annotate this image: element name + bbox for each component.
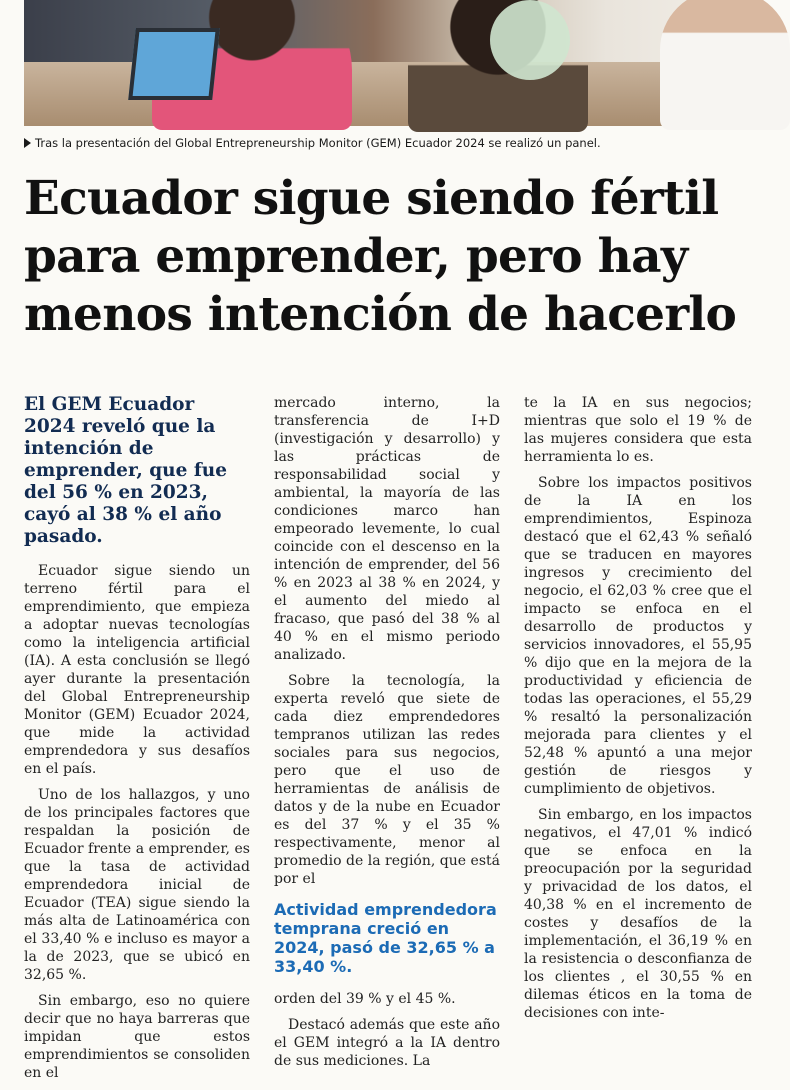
paragraph: orden del 39 % y el 45 %. xyxy=(274,991,456,1007)
person-figure xyxy=(660,0,790,130)
paragraph: mercado interno, la transferencia de I+D (investigación y desarrollo) y las prácticas de responsabilidad social y ambiental, la mayoría de las condiciones marco han empeorado levemente, lo cual coincide con el descenso en la intención de emprender, del 56 % en 2023 al 38 % en 2024, y el aumento del miedo al fracaso, que pasó del 38 % al 40 % en el mismo periodo analizado. xyxy=(274,395,500,663)
paragraph: Destacó además que este año el GEM integró a la IA dentro de sus mediciones. La xyxy=(274,1017,500,1069)
caption-text: Tras la presentación del Global Entrepreneurship Monitor (GEM) Ecuador 2024 se realizó un panel. xyxy=(35,136,601,150)
paragraph: Sin embargo, eso no quiere decir que no haya barreras que impidan que estos emprendimientos se consoliden en el xyxy=(24,993,250,1081)
paragraph: Uno de los hallazgos, y uno de los principales factores que respaldan la posición de Ecuador frente a emprender, es que la tasa de actividad emprendedora inicial de Ecuador (TEA) sigue siendo la más alta de Latinoamérica con el 33,40 % e incluso es mayor a la de 2023, que se ubicó en 32,65 %. xyxy=(24,787,250,983)
column-2 xyxy=(274,394,500,1078)
photo-caption xyxy=(24,134,752,152)
headline: Ecuador sigue siendo fértil para emprender, pero hay menos intención de hacerlo xyxy=(24,171,737,342)
paragraph: Sin embargo, en los impactos negativos, el 47,01 % indicó que se enfoca en la preocupación por la seguridad y privacidad de los datos, el 40,38 % en el incremento de costes y desafíos de la implementación, el 36,19 % en la resistencia o desconfianza de los clientes , el 30,55 % en dilemas éticos en la toma de decisiones con inte- xyxy=(524,807,752,1021)
lede: El GEM Ecuador 2024 reveló que la intención de emprender, que fue del 56 % en 2023, cayó al 38 % el año pasado. xyxy=(24,394,228,547)
paragraph: Sobre la tecnología, la experta reveló que siete de cada diez emprendedores tempranos utilizan las redes sociales para sus negocios, pero que el uso de herramientas de análisis de datos y de la nube en Ecuador es del 37 % y el 35 % respectivamente, menor al promedio de la región, que está por el xyxy=(274,673,500,887)
scarf-shape xyxy=(490,0,570,80)
column-3 xyxy=(524,394,752,1030)
paragraph: te la IA en sus negocios; mientras que solo el 19 % de las mujeres considera que esta herramienta lo es. xyxy=(524,395,752,465)
paragraph: Sobre los impactos positivos de la IA en los emprendimientos, Espinoza destacó que el 62,43 % señaló que se traducen en mayores ingresos y crecimiento del negocio, el 62,03 % cree que el impacto se enfoca en el desarrollo de productos y servicios innovadores, el 55,95 % dijo que en la mejora de la productividad y eficiencia de todas las operaciones, el 55,29 % resaltó la personalización mejorada para clientes y el 52,48 % apuntó a una mejor gestión de riesgos y cumplimiento de objetivos. xyxy=(524,475,752,797)
pull-quote: Actividad emprendedora temprana creció en 2024, pasó de 32,65 % a 33,40 %. xyxy=(274,900,497,976)
laptop-icon xyxy=(128,28,220,100)
paragraph: Ecuador sigue siendo un terreno fértil para el emprendimiento, que empieza a adoptar nuevas tecnologías como la inteligencia artificial (IA). A esta conclusión se llegó ayer durante la presentación del Global Entrepreneurship Monitor (GEM) Ecuador 2024, que mide la actividad emprendedora y sus desafíos en el país. xyxy=(24,563,250,777)
caption-bullet-icon xyxy=(24,138,31,148)
column-1 xyxy=(24,394,250,1090)
article-photo xyxy=(24,0,752,126)
